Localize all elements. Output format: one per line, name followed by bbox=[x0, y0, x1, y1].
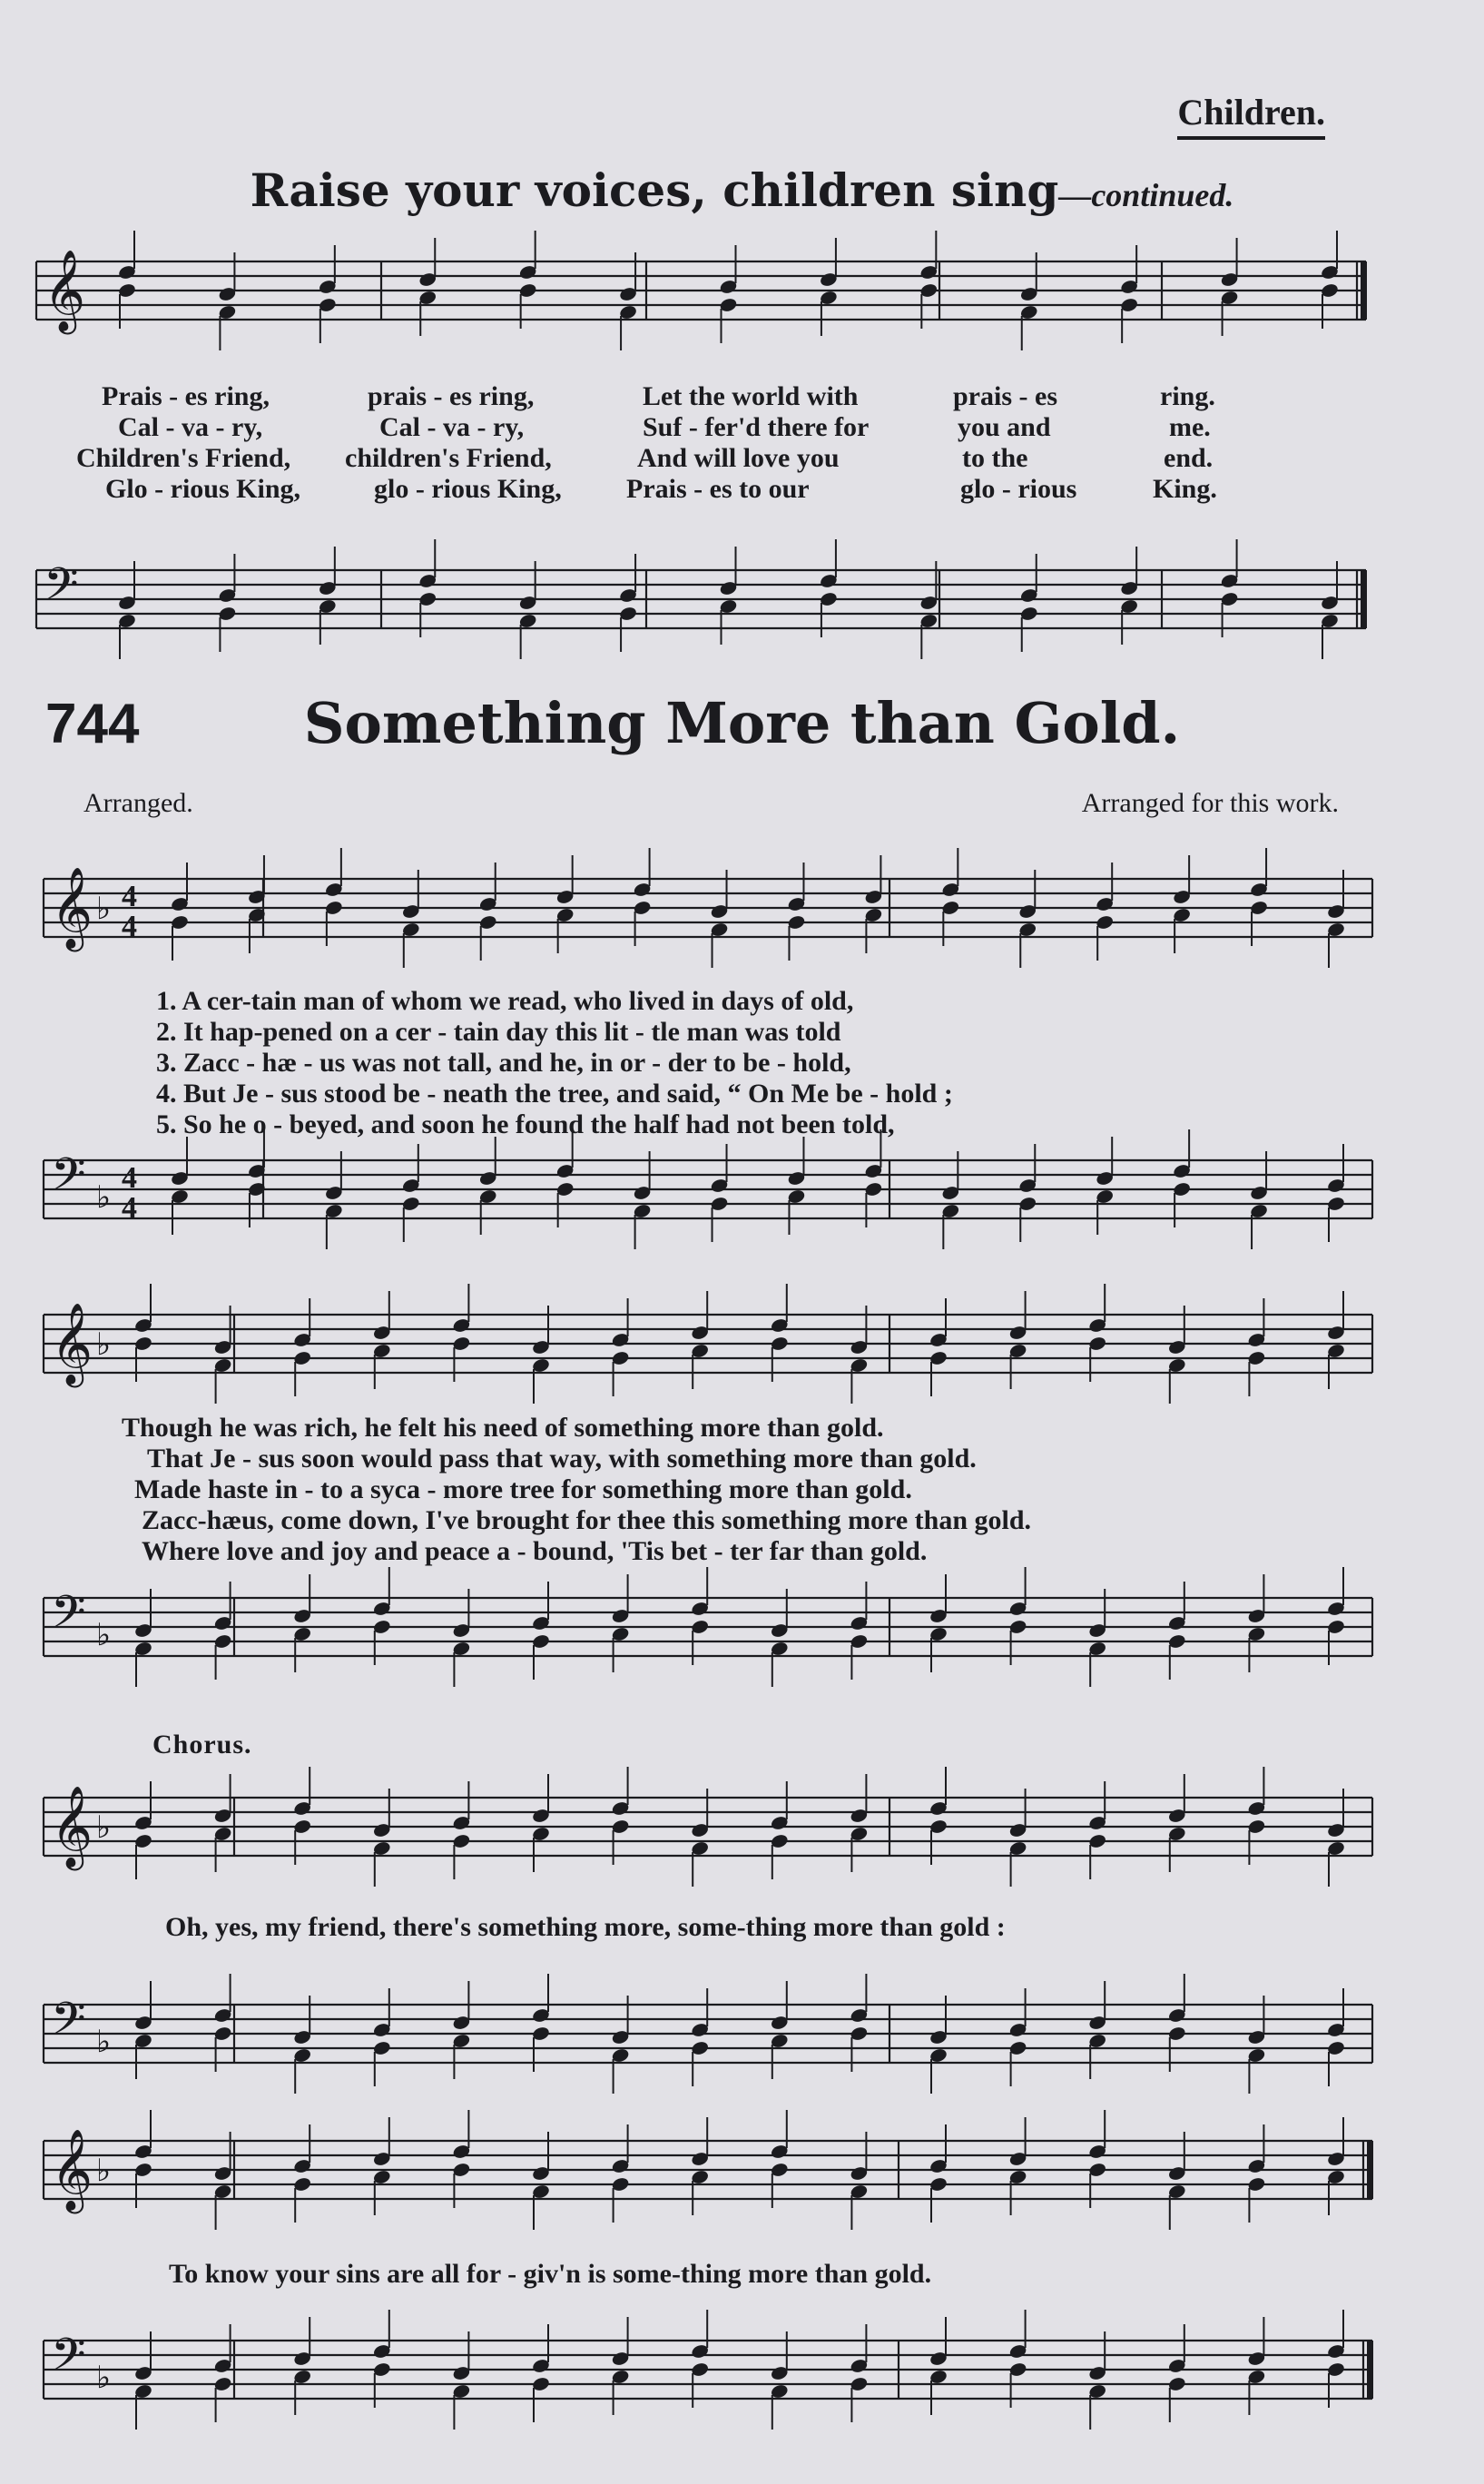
flat-icon: ♭ bbox=[96, 891, 112, 927]
verse-line: 1. A cer-tain man of whom we read, who lived in days of old, bbox=[156, 986, 854, 1016]
lyric-cell: me. bbox=[1169, 412, 1211, 442]
lyric-cell: Glo - rious King, bbox=[105, 474, 301, 504]
bass-clef-icon: 𝄢 bbox=[51, 2329, 86, 2392]
lyric-cell: And will love you bbox=[637, 443, 840, 473]
lyric-cell: prais - es bbox=[953, 381, 1057, 411]
lyric-cell: King. bbox=[1153, 474, 1217, 504]
time-signature: 4 bbox=[122, 1191, 137, 1225]
bass-clef-icon: 𝄢 bbox=[51, 1586, 86, 1650]
lyric-cell: Cal - va - ry, bbox=[379, 412, 525, 442]
flat-icon: ♭ bbox=[96, 2153, 112, 2189]
bass-clef-icon: 𝄢 bbox=[51, 1993, 86, 2056]
lyric-cell: you and bbox=[958, 412, 1051, 442]
time-signature: 4 bbox=[122, 880, 137, 913]
bass-clef-icon: 𝄢 bbox=[44, 558, 79, 622]
final-barline bbox=[1367, 2141, 1373, 2199]
verse-line: Made haste in - to a syca - more tree for something more than gold. bbox=[134, 1474, 912, 1504]
chorus-line: To know your sins are all for - giv'n is some-thing more than gold. bbox=[169, 2259, 932, 2289]
verse-line: Zacc-hæus, come down, I've brought for thee this something more than gold. bbox=[142, 1505, 1032, 1535]
lyric-cell: children's Friend, bbox=[345, 443, 552, 473]
hymn-744-title: Something More than Gold. bbox=[303, 690, 1181, 756]
lyric-cell: Suf - fer'd there for bbox=[643, 412, 870, 442]
treble-clef-icon: 𝄞 bbox=[51, 1303, 93, 1385]
flat-icon: ♭ bbox=[96, 2360, 112, 2396]
flat-icon: ♭ bbox=[96, 2024, 112, 2060]
final-barline bbox=[1361, 261, 1367, 320]
verse-line: 3. Zacc - hæ - us was not tall, and he, in or - der to be - hold, bbox=[156, 1048, 851, 1078]
lyric-cell: Prais - es ring, bbox=[102, 381, 270, 411]
lyric-cell: ring. bbox=[1160, 381, 1215, 411]
lyric-cell: glo - rious bbox=[960, 474, 1077, 504]
verse-line: That Je - sus soon would pass that way, with something more than gold. bbox=[147, 1444, 977, 1474]
lyric-cell: glo - rious King, bbox=[374, 474, 562, 504]
hymn-743-title-suffix: —continued. bbox=[1058, 177, 1234, 213]
treble-clef-icon: 𝄞 bbox=[51, 1786, 93, 1868]
flat-icon: ♭ bbox=[96, 1179, 112, 1216]
credit-right: Arranged for this work. bbox=[1081, 788, 1339, 818]
credit-left: Arranged. bbox=[84, 788, 193, 818]
verse-line: Though he was rich, he felt his need of something more than gold. bbox=[122, 1413, 884, 1443]
lyric-cell: Let the world with bbox=[643, 381, 859, 411]
flat-icon: ♭ bbox=[96, 1809, 112, 1846]
verse-line: 2. It hap-pened on a cer - tain day this lit - tle man was told bbox=[156, 1017, 841, 1047]
time-signature: 4 bbox=[122, 910, 137, 943]
final-barline bbox=[1361, 570, 1367, 628]
section-label: Children. bbox=[1177, 91, 1325, 140]
flat-icon: ♭ bbox=[96, 1617, 112, 1653]
chorus-line: Oh, yes, my friend, there's something more, some-thing more than gold : bbox=[165, 1912, 1006, 1942]
flat-icon: ♭ bbox=[96, 1326, 112, 1363]
chorus-label: Chorus. bbox=[152, 1730, 252, 1760]
treble-clef-icon: 𝄞 bbox=[44, 250, 86, 331]
verse-line: Where love and joy and peace a - bound, 'Tis bet - ter far than gold. bbox=[142, 1536, 928, 1566]
lyric-cell: Cal - va - ry, bbox=[118, 412, 263, 442]
hymn-number: 744 bbox=[45, 693, 140, 755]
time-signature: 4 bbox=[122, 1161, 137, 1195]
lyric-cell: prais - es ring, bbox=[368, 381, 535, 411]
hymn-743-title-text: Raise your voices, children sing bbox=[250, 163, 1059, 217]
treble-clef-icon: 𝄞 bbox=[51, 867, 93, 949]
treble-clef-icon: 𝄞 bbox=[51, 2129, 93, 2211]
lyric-cell: end. bbox=[1164, 443, 1214, 473]
bass-clef-icon: 𝄢 bbox=[51, 1148, 86, 1212]
verse-line: 4. But Je - sus stood be - neath the tree, and said, “ On Me be - hold ; bbox=[156, 1079, 953, 1109]
verse-line: 5. So he o - beyed, and soon he found the half had not been told, bbox=[156, 1109, 895, 1139]
final-barline bbox=[1367, 2341, 1373, 2399]
lyric-cell: Children's Friend, bbox=[76, 443, 291, 473]
lyric-cell: Prais - es to our bbox=[626, 474, 810, 504]
lyric-cell: to the bbox=[962, 443, 1028, 473]
